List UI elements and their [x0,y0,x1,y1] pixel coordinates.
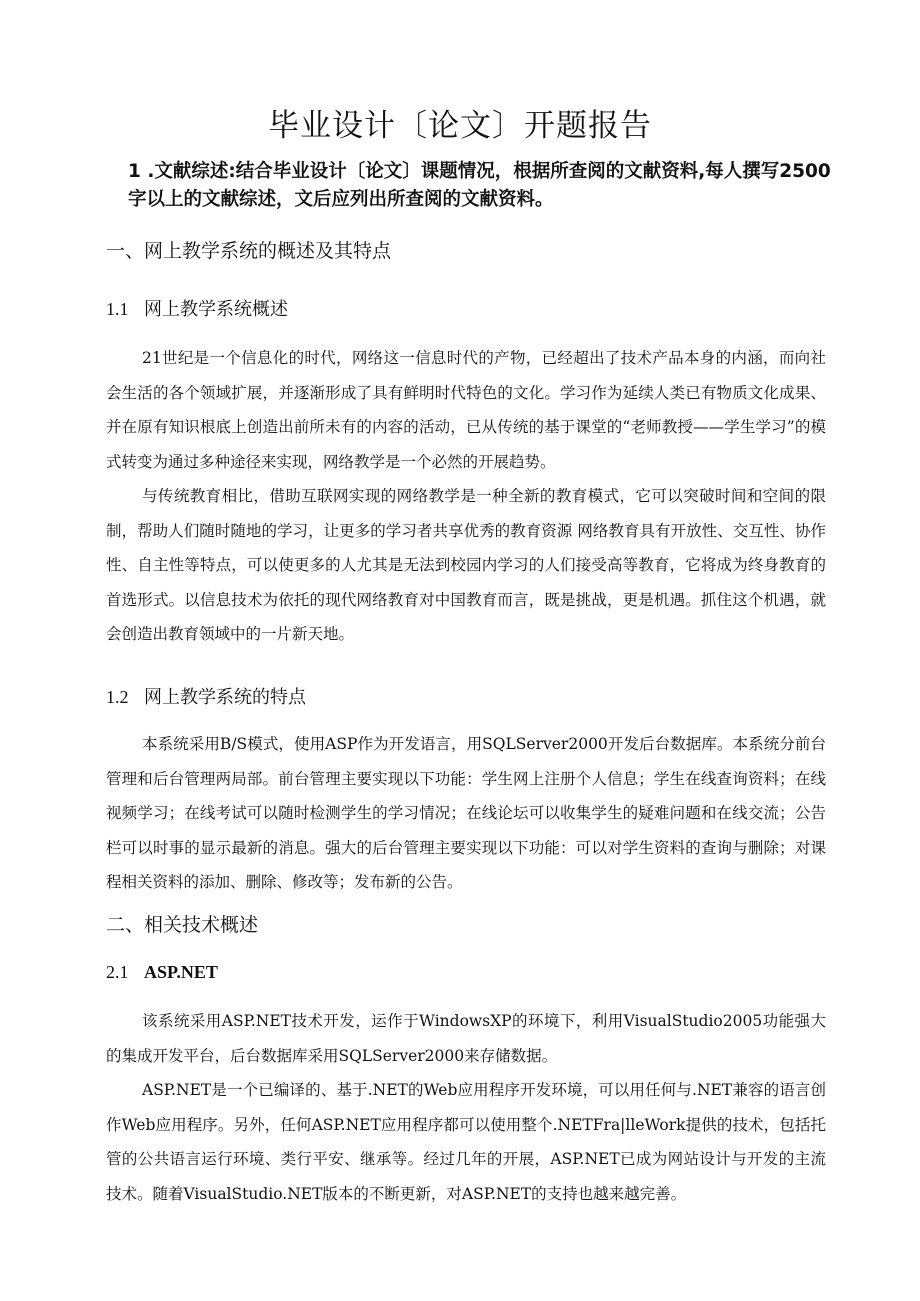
paragraph-1-2-a: 本系统采用B/S模式，使用ASP作为开发语言，用SQLServer2000开发后台数据库。本系统分前台管理和后台管理两局部。前台管理主要实现以下功能：学生网上注册个人信息；学生在线查询资料；在线视频学习；在线考试可以随时检测学生的学习情况；在线论坛可以收集学生的疑难问题和在线交流；公告栏可以时事的显示最新的消息。强大的后台管理主要实现以下功能：可以对学生资料的查询与删除；对课程相关资料的添加、删除、修改等；发布新的公告。 [106,735,826,891]
subsection-2-1-title: ASP.NET [144,962,218,982]
paragraph-2-1-a: 该系统采用ASP.NET技术开发，运作于WindowsXP的环境下，利用VisualStudio2005功能强大的集成开发平台，后台数据库采用SQLServer2000来存储数据。 [106,1012,826,1065]
report-instruction: 1 .文献综述:结合毕业设计〔论文〕课题情况，根据所查阅的文献资料,每人撰写2500字以上的文献综述，文后应列出所查阅的文献资料。 [128,161,831,210]
subsection-2-1-heading [106,962,218,983]
subsection-1-1-number: 1.1 [106,299,129,319]
paragraph-2-1-b: ASP.NET是一个已编译的、基于.NET的Web应用程序开发环境，可以用任何与.NET兼容的语言创作Web应用程序。另外，任何ASP.NET应用程序都可以使用整个.NETFra|lleWork提供的技术，包括托管的公共语言运行环境、类行平安、继承等。经过几年的开展，ASP.NET已成为网站设计与开发的主流技术。随着VisualStudio.NET版本的不断更新，对ASP.NET的支持也越来越完善。 [106,1081,826,1203]
subsection-1-2-heading [106,683,306,709]
subsection-1-2-title: 网上教学系统的特点 [144,687,306,708]
document-title: 毕业设计〔论文〕开题报告 [268,108,652,144]
subsection-1-2-number: 1.2 [106,687,129,707]
section-1-heading: 一、网上教学系统的概述及其特点 [106,240,392,262]
paragraph-1-1-a: 21世纪是一个信息化的时代，网络这一信息时代的产物，已经超出了技术产品本身的内涵，而向社会生活的各个领域扩展，并逐渐形成了具有鲜明时代特色的文化。学习作为延续人类已有物质文化成果、并在原有知识根底上创造出前所未有的内容的活动，已从传统的基于课堂的“老师教授——学生学习”的模式转变为通过多种途径来实现，网络教学是一个必然的开展趋势。 [106,349,826,471]
paragraph-1-1-b: 与传统教育相比，借助互联网实现的网络教学是一种全新的教育模式，它可以突破时间和空间的限制，帮助人们随时随地的学习，让更多的学习者共享优秀的教育资源 网络教育具有开放性、交互性、协作性、自主性等特点，可以使更多的人尤其是无法到校园内学习的人们接受高等教育，它将成为终身教育的首选形式。以信息技术为依托的现代网络教育对中国教育而言，既是挑战，更是机遇。抓住这个机遇，就会创造出教育领域中的一片新天地。 [106,487,826,643]
section-2-heading: 二、相关技术概述 [106,914,259,936]
subsection-1-1-title: 网上教学系统概述 [144,299,288,320]
subsection-2-1-number: 2.1 [106,962,129,982]
subsection-1-1-heading [106,295,288,321]
